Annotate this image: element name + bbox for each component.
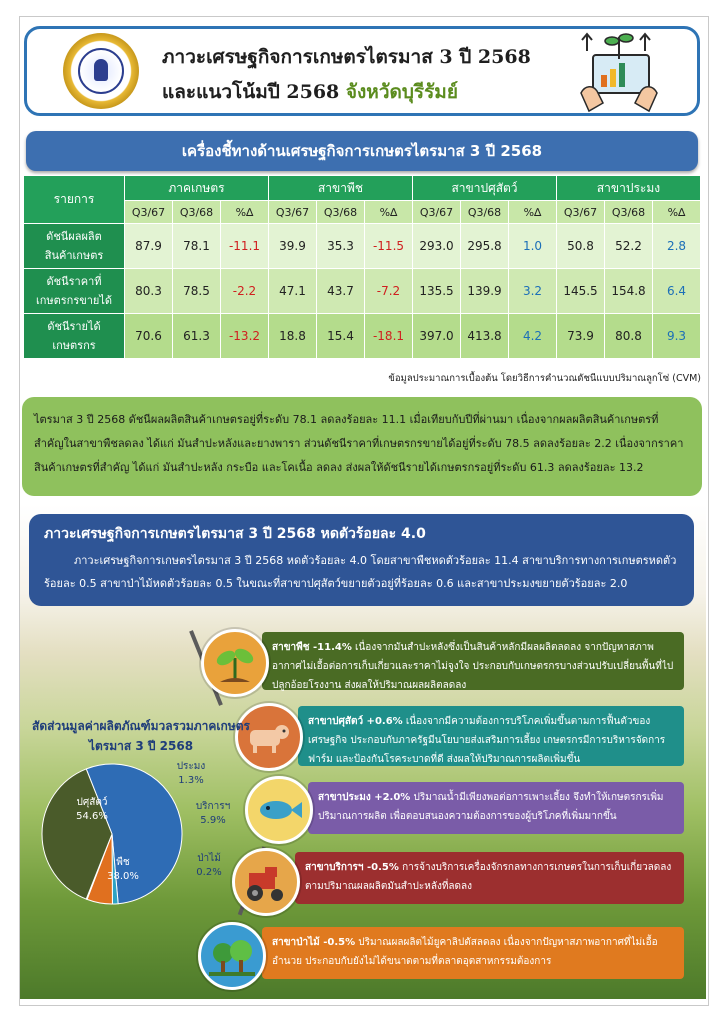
agri-growth-icon — [579, 29, 659, 113]
ministry-seal-icon — [63, 33, 139, 109]
row-label: ดัชนีผลผลิต สินค้าเกษตร — [24, 224, 125, 269]
sector-box-fishery: สาขาประมง +2.0% ปริมาณน้ำมีเพียงพอต่อการเพาะเลี้ยง จึงทำให้เกษตรกรเพิ่มปริมาณการผลิต เพื่อตอบสนองความต้องการของผู้บริโภคที่เพิ่มมากขึ้น — [308, 782, 684, 834]
pie-label-livestock: ปศุสัตว์ 54.6% — [76, 797, 108, 822]
table-cell: 15.4 — [317, 314, 365, 359]
table-cell: 4.2 — [509, 314, 557, 359]
sub-header: %∆ — [509, 201, 557, 224]
table-cell: 80.8 — [605, 314, 653, 359]
sub-header: Q3/68 — [605, 201, 653, 224]
table-row — [24, 269, 701, 314]
table-cell: -11.5 — [365, 224, 413, 269]
fish-icon — [245, 776, 313, 844]
economy-text: ภาวะเศรษฐกิจการเกษตรไตรมาส 3 ปี 2568 หดตัวร้อยละ 4.0 โดยสาขาพืชหดตัวร้อยละ 11.4 สาขาบริการทางการเกษตรหดตัวร้อยละ 0.5 สาขาป่าไม้หดตัวร้อยละ 0.5 ในขณะที่สาขาปศุสัตว์ขยายตัวอยู่ที่ร้อยละ 0.6 และสาขาประมงขยายตัวร้อยละ 2.0 — [44, 554, 677, 590]
table-cell: 80.3 — [125, 269, 173, 314]
table-cell: 52.2 — [605, 224, 653, 269]
table-cell: 293.0 — [413, 224, 461, 269]
province-name: จังหวัดบุรีรัมย์ — [345, 81, 458, 103]
table-cell: 18.8 — [269, 314, 317, 359]
table-cell: 35.3 — [317, 224, 365, 269]
economy-title: ภาวะเศรษฐกิจการเกษตรไตรมาส 3 ปี 2568 หดตัวร้อยละ 4.0 — [44, 526, 426, 542]
table-cell: 295.8 — [461, 224, 509, 269]
item-column-header: รายการ — [24, 176, 125, 224]
table-cell: 145.5 — [557, 269, 605, 314]
table-cell: 70.6 — [125, 314, 173, 359]
group-header: สาขาพืช — [269, 176, 413, 201]
tractor-icon — [232, 848, 300, 916]
table-cell: 1.0 — [509, 224, 557, 269]
plant-icon — [201, 629, 269, 697]
table-cell: 61.3 — [173, 314, 221, 359]
group-header: ภาคเกษตร — [125, 176, 269, 201]
sector-box-crop: สาขาพืช -11.4% เนื่องจากมันสำปะหลังซึ่งเป็นสินค้าหลักมีผลผลิตลดลง จากปัญหาสภาพอากาศไม่เอื้อต่อการเก็บเกี่ยวและราคาไม่จูงใจ ประกอบกับเกษตรกรบางส่วนปรับเปลี่ยนพื้นที่ไปปลูกอ้อยโรงงาน ส่งผลให้ปริมาณผลผลิตลดลง — [262, 632, 684, 690]
table-cell: 6.4 — [653, 269, 701, 314]
sub-header: Q3/67 — [413, 201, 461, 224]
pie-label-fishery: ประมง 1.3% — [176, 761, 206, 786]
pie-label-crop: พืช 38.0% — [107, 857, 139, 882]
sector-box-service: สาขาบริการฯ -0.5% การจ้างบริการเครื่องจักรกลทางการเกษตรในการเก็บเกี่ยวลดลง ตามปริมาณผลผลิตมันสำปะหลังที่ลดลง — [295, 852, 684, 904]
sector-box-forestry: สาขาป่าไม้ -0.5% ปริมาณผลผลิตไม้ยูคาลิปตัสลดลง เนื่องจากปัญหาสภาพอากาศที่ไม่เอื้ออำนวย ประกอบกับยังไม่ได้ขนาดตามที่ตลาดอุตสาหกรรมต้องการ — [262, 927, 684, 979]
table-cell: -11.1 — [221, 224, 269, 269]
table-cell: 397.0 — [413, 314, 461, 359]
table-cell: 135.5 — [413, 269, 461, 314]
sub-header: %∆ — [653, 201, 701, 224]
table-row — [24, 314, 701, 359]
table-cell: 78.5 — [173, 269, 221, 314]
data-source-note: ข้อมูลประมาณการเบื้องต้น โดยวิธีการคำนวณดัชนีแบบปริมาณลูกโซ่ (CVM) — [388, 373, 701, 384]
sub-header: %∆ — [365, 201, 413, 224]
page-title: ภาวะเศรษฐกิจการเกษตรไตรมาส 3 ปี 2568 — [162, 46, 531, 68]
table-cell: 9.3 — [653, 314, 701, 359]
table-cell: 139.9 — [461, 269, 509, 314]
sub-header: Q3/67 — [269, 201, 317, 224]
table-cell: -2.2 — [221, 269, 269, 314]
table-cell: 43.7 — [317, 269, 365, 314]
sub-header: Q3/67 — [125, 201, 173, 224]
indicators-table — [23, 175, 701, 359]
table-row — [24, 224, 701, 269]
row-label: ดัชนีรายได้ เกษตรกร — [24, 314, 125, 359]
table-cell: 2.8 — [653, 224, 701, 269]
table-cell: -18.1 — [365, 314, 413, 359]
pie-title: สัดส่วนมูลค่าผลิตภัณฑ์มวลรวมภาคเกษตร ไตรมาส 3 ปี 2568 — [32, 719, 250, 753]
table-cell: 413.8 — [461, 314, 509, 359]
row-label: ดัชนีราคาที่ เกษตรกรขายได้ — [24, 269, 125, 314]
table-cell: -13.2 — [221, 314, 269, 359]
header-banner — [24, 26, 700, 116]
table-cell: 3.2 — [509, 269, 557, 314]
pie-label-service: บริการฯ 5.9% — [195, 801, 231, 826]
table-cell: -7.2 — [365, 269, 413, 314]
group-header: สาขาประมง — [557, 176, 701, 201]
table-cell: 50.8 — [557, 224, 605, 269]
page-subtitle: และแนวโน้มปี 2568 จังหวัดบุรีรัมย์ — [162, 81, 458, 103]
table-cell: 78.1 — [173, 224, 221, 269]
table-cell: 87.9 — [125, 224, 173, 269]
table-cell: 39.9 — [269, 224, 317, 269]
table-cell: 47.1 — [269, 269, 317, 314]
summary-text: ไตรมาส 3 ปี 2568 ดัชนีผลผลิตสินค้าเกษตรอยู่ที่ระดับ 78.1 ลดลงร้อยละ 11.1 เมื่อเทียบกับปีที่ผ่านมา เนื่องจากผลผลิตสินค้าเกษตรที่สำคัญในสาขาพืชลดลง ได้แก่ มันสำปะหลังและยางพารา ส่วนดัชนีราคาที่เกษตรกรขายได้อยู่ที่ระดับ 78.5 ลดลงร้อยละ 2.2 เนื่องจากราคาสินค้าเกษตรที่สำคัญ ได้แก่ มันสำปะหลัง กระบือ และโคเนื้อ ลดลง ส่งผลให้ดัชนีรายได้เกษตรกรอยู่ที่ระดับ 61.3 ลดลงร้อยละ 13.2 — [34, 413, 684, 474]
table-cell: 154.8 — [605, 269, 653, 314]
indicators-title: เครื่องชี้ทางด้านเศรษฐกิจการเกษตรไตรมาส 3 ปี 2568 — [26, 131, 698, 171]
sub-header: Q3/68 — [173, 201, 221, 224]
sub-header: %∆ — [221, 201, 269, 224]
sub-header: Q3/67 — [557, 201, 605, 224]
table-cell: 73.9 — [557, 314, 605, 359]
sector-box-livestock: สาขาปศุสัตว์ +0.6% เนื่องจากมีความต้องการบริโภคเพิ่มขึ้นตามการฟื้นตัวของเศรษฐกิจ ประกอบกับภาครัฐมีนโยบายส่งเสริมการเลี้ยง เกษตรกรมีการบริหารจัดการฟาร์ม และป้องกันโรคระบาดที่ดี ส่งผลให้ปริมาณการผลิตเพิ่มขึ้น — [298, 706, 684, 766]
group-header: สาขาปศุสัตว์ — [413, 176, 557, 201]
pie-label-forestry: ป่าไม้ 0.2% — [196, 853, 222, 878]
sub-header: Q3/68 — [461, 201, 509, 224]
sub-header: Q3/68 — [317, 201, 365, 224]
